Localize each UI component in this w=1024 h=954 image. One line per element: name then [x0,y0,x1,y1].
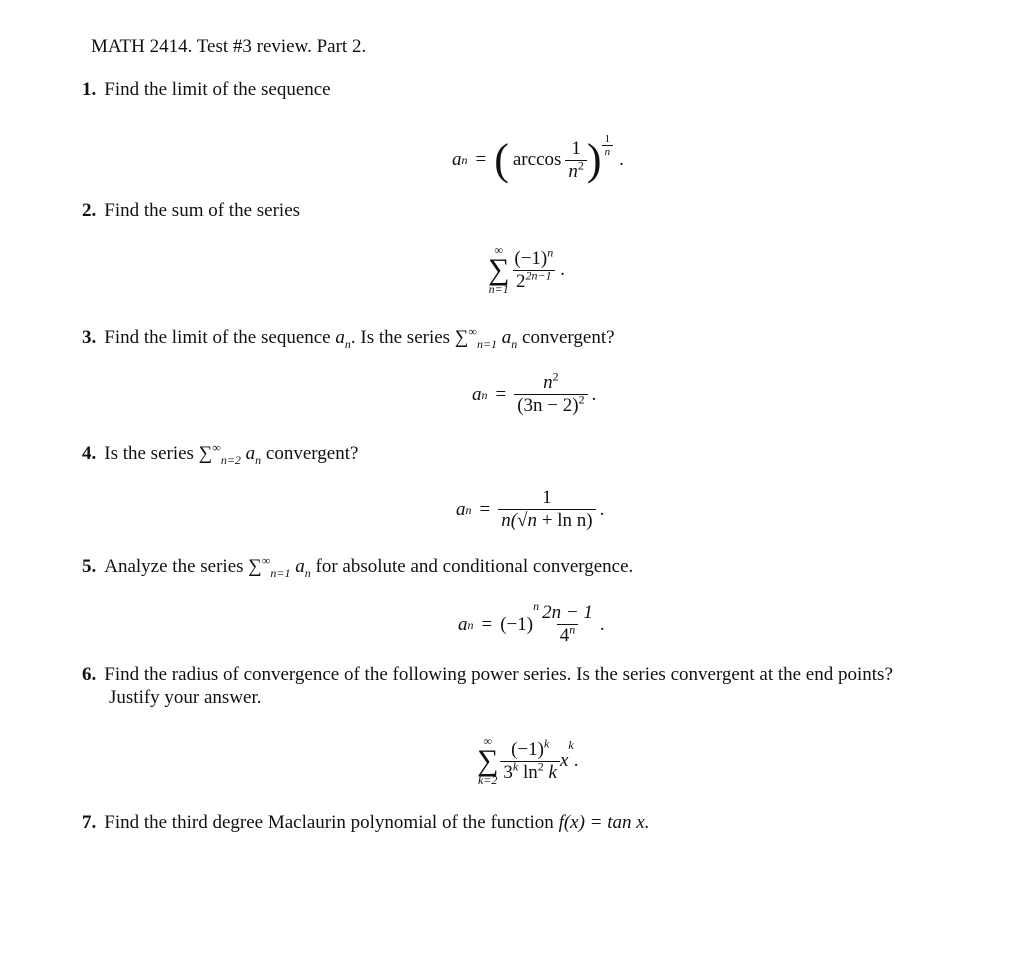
problem-7 [82,812,649,834]
exponent: 2 [577,158,584,173]
den-part: k [543,761,557,783]
problem-text: Find the radius of convergence of the following power series. Is the series convergent at the end points? [104,664,893,685]
page-title: MATH 2414. Test #3 review. Part 2. [91,36,367,57]
left-paren: ( [494,135,509,184]
numerator: 1 [571,137,581,159]
formula-4: a n = $\frac{1}{\text{n(√n + ln n)}}$ . [456,487,605,531]
sum-upper: ∞ [212,440,221,455]
sqrt-icon: √ [517,510,528,531]
sum-upper: ∞ [494,243,503,257]
period: . [591,383,597,405]
problem-text: Find the sum of the series [104,200,301,221]
problem-number: 6. [82,664,97,685]
problem-6 [82,664,893,686]
sqrt-arg: n [527,510,537,531]
numerator: 2n − 1 [542,602,593,623]
var-a: a [458,613,468,635]
problem-text: Find the limit of the sequence [104,327,331,348]
period: . [560,259,566,280]
var-a: a [335,327,345,348]
problem-text: Is the series [104,443,194,464]
problem-3: 3. Find the limit of the sequence $a_n$. Is the series $\sum^\infty_{n=1}$ $a_n$ convergent? [82,324,615,351]
period: . [599,613,605,635]
exp-denominator: n [602,145,614,158]
problem-text: Find the limit of the sequence [104,79,331,100]
exponent: k [543,736,550,751]
sum-lower: n=1 [476,336,498,351]
exponent-fraction [602,133,614,158]
denominator: (3n − 2) [517,395,579,416]
function-expression: f(x) = tan x. [558,812,650,833]
problem-text: Analyze the series [104,556,244,577]
problem-number: 2. [82,200,97,221]
sigma-icon: ∑ [477,744,499,777]
numerator: n [543,372,553,393]
equals-sign: = [481,613,493,635]
formula-1: a n = ( arccos $\frac{1}{n^2}$ ) $\frac{1}{n}$ . [452,132,624,184]
formula-3: a n = $\frac{n^2}{(3n - 2)^2}$ . [472,369,597,416]
problem-2 [82,200,300,222]
sum-symbol [488,244,509,296]
formula-5: a n = (−1) n $\frac{2n - 1}{4^n}$ . [458,599,605,646]
formula-6: ∞ ∑ k=2 $\frac{(-1)^k}{3^k \ln^2 k}$ x k . [477,734,579,787]
right-paren: ) [586,135,602,184]
numerator: (−1) [514,247,548,269]
exponent: 2 [552,369,559,384]
problem-text: convergent? [522,327,615,348]
exponent: 2n−1 [525,268,552,283]
problem-5: 5. Analyze the series $\sum^\infty_{n=1}$ $a_n$ for absolute and conditional convergence. [82,553,634,580]
equals-sign: = [479,498,491,520]
formula-2 [488,244,565,296]
exponent: k [512,759,519,774]
sum-lower: n=2 [220,452,241,467]
var-a: a [472,383,482,405]
problem-6-line2: Justify your answer. [109,687,262,708]
sigma-icon: ∑ [488,253,510,286]
den-part: 3 [503,761,513,783]
sum-lower: n=1 [488,282,509,296]
var-x: x [559,750,569,771]
denominator: 2 [516,270,526,292]
function-name: arccos [512,149,562,170]
numerator: (−1) [511,738,544,760]
inline-sum: $\sum^\infty_{n=1}$ [454,324,498,351]
problem-number: 4. [82,443,97,464]
fraction [511,245,556,293]
sign-factor: (−1) [500,613,534,635]
problem-text: . Is the series [350,327,451,348]
period: . [599,498,605,520]
denominator: n [568,160,578,182]
inline-sum: $\sum^\infty_{n=1}$ [248,553,291,580]
problem-text: for absolute and conditional convergence. [315,556,634,577]
denominator: 4 [559,625,570,646]
sum-symbol [477,735,498,787]
exp-numerator: 1 [604,132,611,145]
sum-upper: ∞ [468,324,477,339]
exponent: 2 [537,759,544,774]
problem-4: 4. Is the series $\sum^\infty_{n=2}$ $a_n$ convergent? [82,440,359,467]
sum-lower: n=1 [270,565,291,580]
fraction [498,487,595,532]
exponent: 2 [578,392,585,407]
exponent: n [547,245,554,260]
problem-1 [82,79,331,101]
den-part: n( [501,510,518,531]
problem-text: convergent? [265,443,359,464]
fraction [565,138,587,183]
fraction [514,369,587,417]
den-part: + ln n) [536,510,593,531]
period: . [573,750,579,771]
equals-sign: = [495,383,507,405]
sum-upper: ∞ [261,553,271,568]
problem-number: 5. [82,556,97,577]
subscript: n [344,336,351,351]
sum-upper: ∞ [483,734,492,748]
problem-number: 3. [82,327,97,348]
exponent: n [569,622,576,637]
fraction [539,602,596,647]
var-a: a [452,149,462,170]
den-part: ln [518,761,538,783]
equals-sign: = [475,149,487,170]
var-a: a [456,498,466,520]
denominator [498,509,595,532]
sum-lower: k=2 [477,773,498,787]
problem-number: 7. [82,812,97,833]
numerator: 1 [542,487,552,508]
problem-number: 1. [82,79,97,100]
problem-text: Find the third degree Maclaurin polynomial of the function [104,812,554,833]
inline-sum: $\sum^\infty_{n=2}$ [198,440,241,467]
period: . [619,149,624,170]
